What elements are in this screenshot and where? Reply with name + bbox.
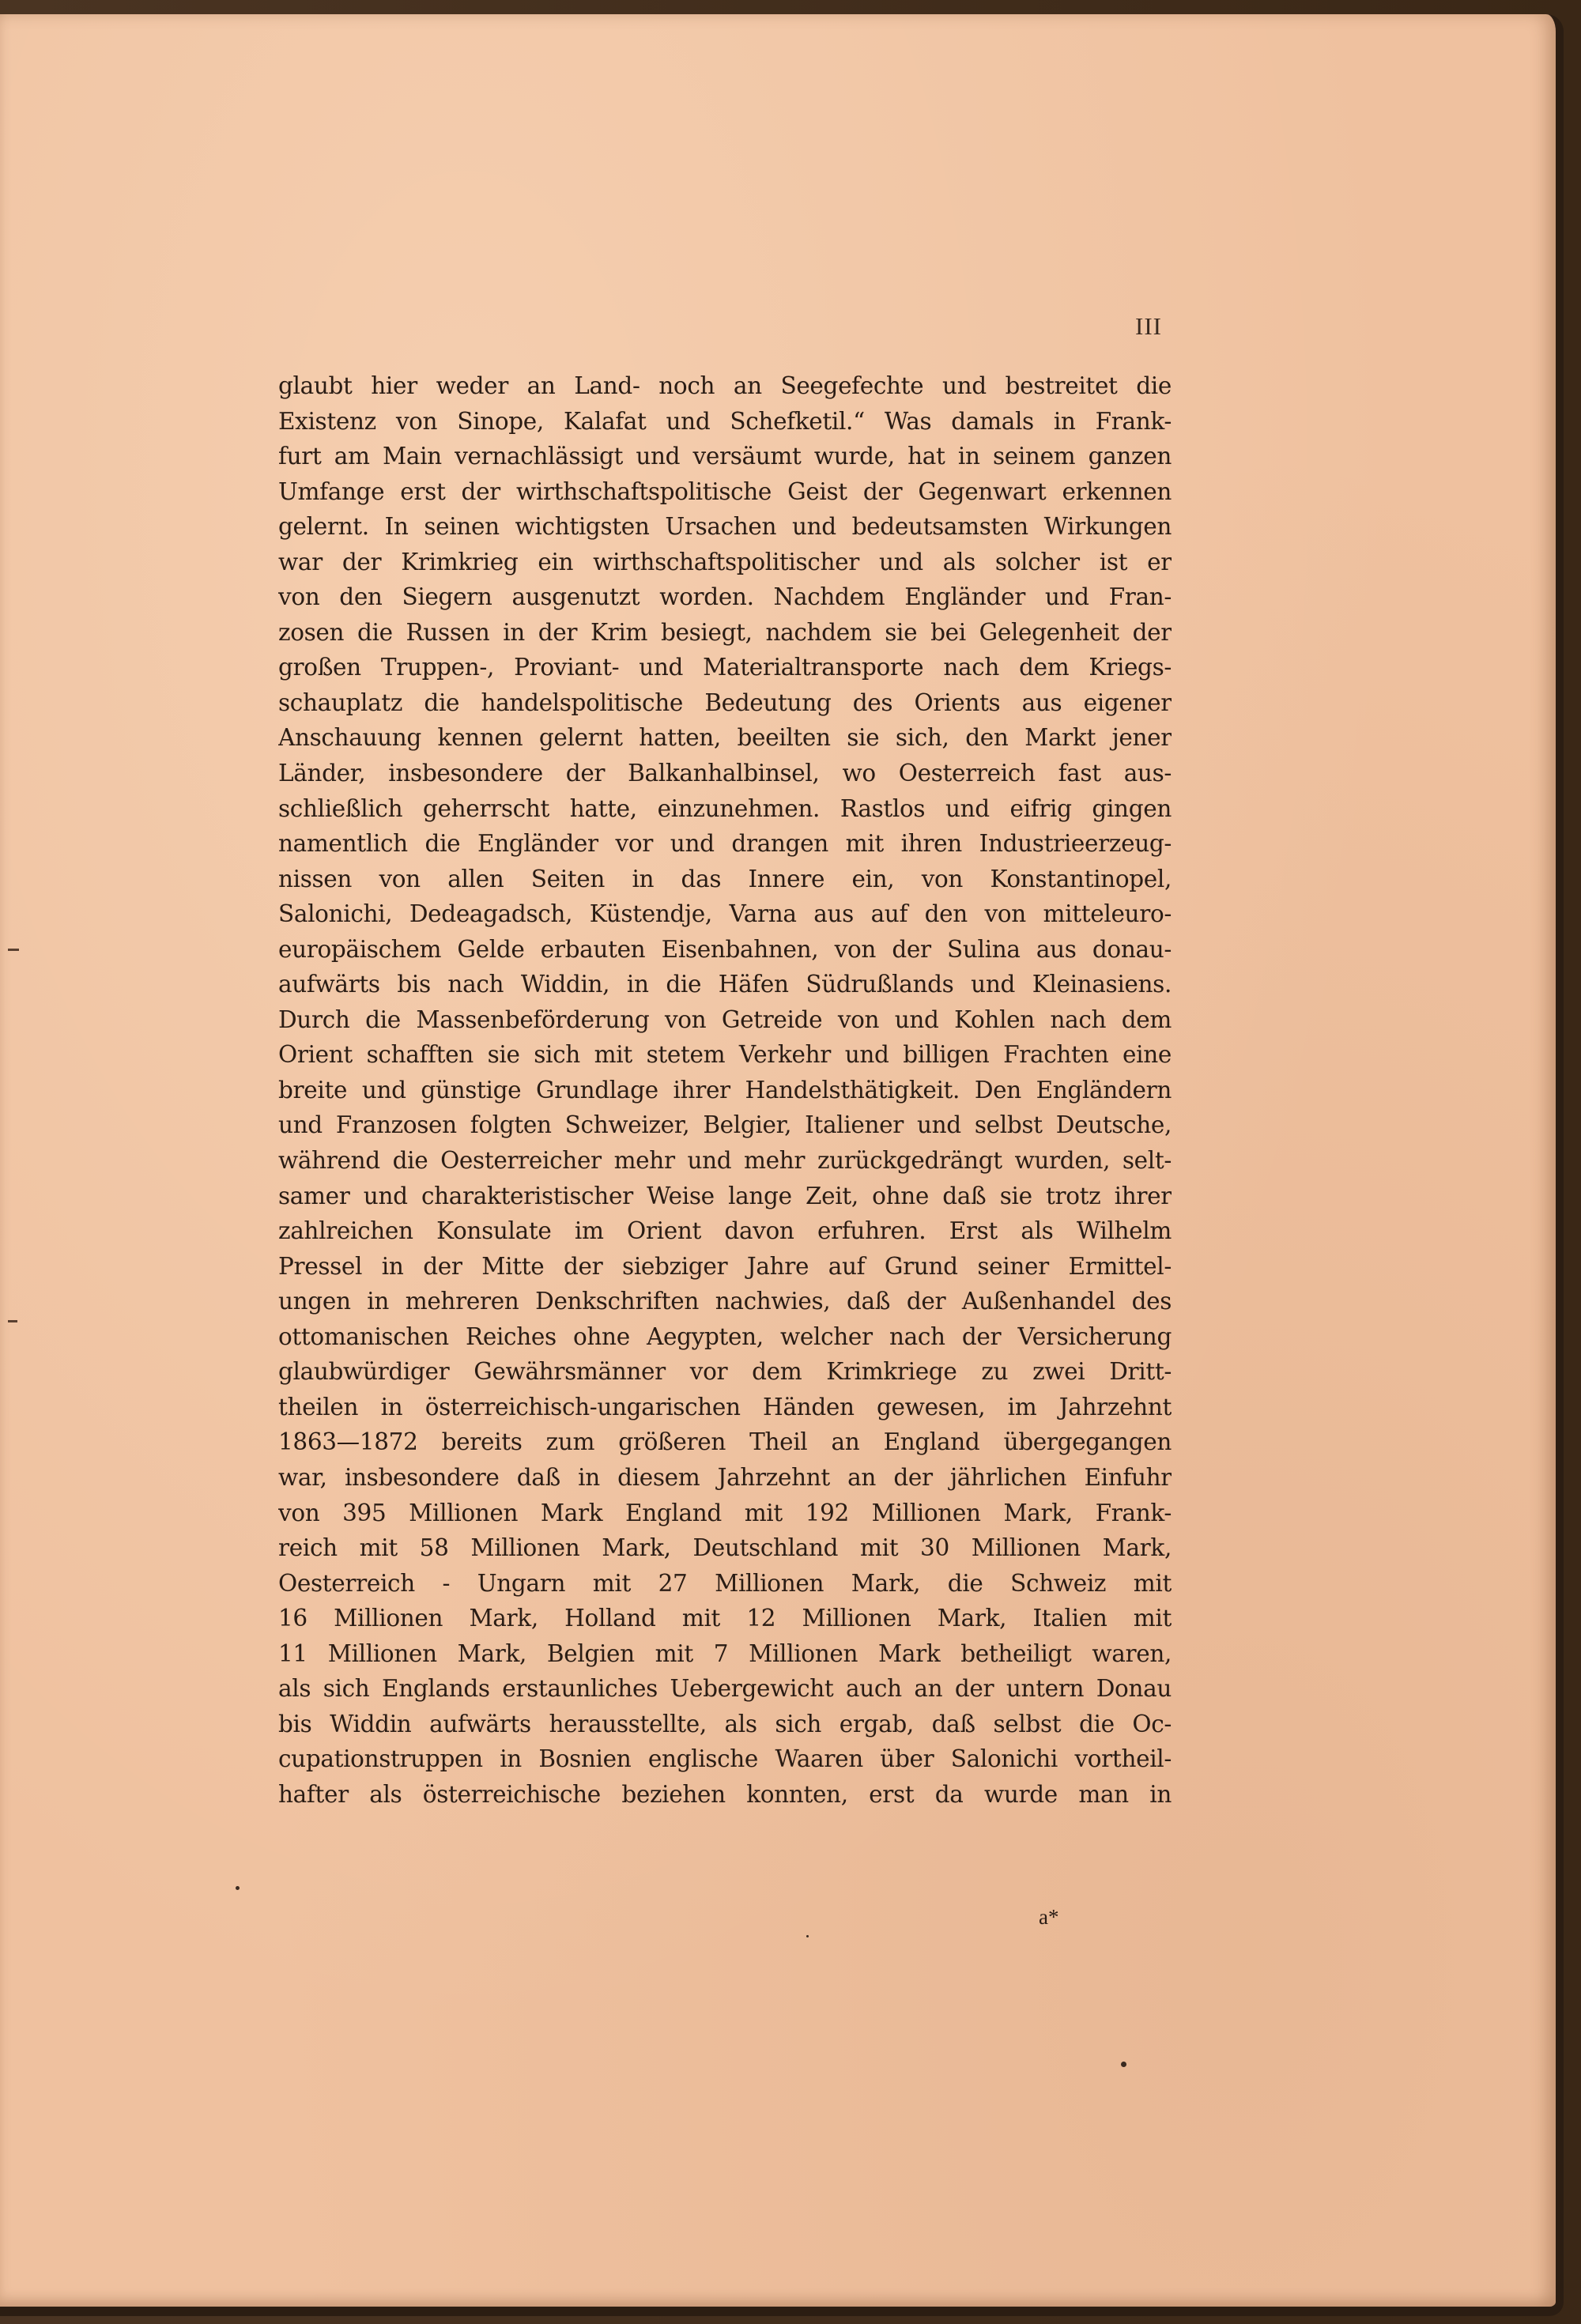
signature-mark: a* xyxy=(1039,1905,1059,1929)
text-line: reich mit 58 Millionen Mark, Deutschland mit 30 Millionen Mark, xyxy=(278,1534,1172,1562)
body-text xyxy=(278,368,1172,1812)
text-line: Salonichi, Dedeagadsch, Küstendje, Varna aus auf den von mitteleuro- xyxy=(278,900,1172,928)
paper-speck xyxy=(1121,2062,1126,2067)
text-line: während die Oesterreicher mehr und mehr zurückgedrängt wurden, selt- xyxy=(278,1147,1172,1175)
text-line: bis Widdin aufwärts herausstellte, als sich ergab, daß selbst die Oc- xyxy=(278,1710,1172,1737)
text-line: aufwärts bis nach Widdin, in die Häfen Südrußlands und Kleinasiens. xyxy=(278,971,1172,998)
page-number: III xyxy=(1135,312,1162,340)
text-line: breite und günstige Grundlage ihrer Handelsthätigkeit. Den Engländern xyxy=(278,1076,1172,1104)
text-line: gelernt. In seinen wichtigsten Ursachen und bedeutsamsten Wirkungen xyxy=(278,513,1172,541)
text-line: 16 Millionen Mark, Holland mit 12 Millionen Mark, Italien mit xyxy=(278,1605,1172,1632)
text-line: ottomanischen Reiches ohne Aegypten, welcher nach der Versicherung xyxy=(278,1322,1172,1350)
text-line: 11 Millionen Mark, Belgien mit 7 Millionen Mark betheiligt waren, xyxy=(278,1639,1172,1667)
text-line: von den Siegern ausgenutzt worden. Nachdem Engländer und Fran- xyxy=(278,583,1172,611)
text-line: theilen in österreichisch-ungarischen Händen gewesen, im Jahrzehnt xyxy=(278,1393,1172,1420)
text-line: glaubt hier weder an Land- noch an Seegefechte und bestreitet die xyxy=(278,372,1172,399)
text-line: Länder, insbesondere der Balkanhalbinsel, wo Oesterreich fast aus- xyxy=(278,760,1172,787)
margin-mark xyxy=(8,949,19,951)
text-line: war, insbesondere daß in diesem Jahrzehnt an der jährlichen Einfuhr xyxy=(278,1463,1172,1491)
text-line: zosen die Russen in der Krim besiegt, nachdem sie bei Gelegenheit der xyxy=(278,618,1172,646)
text-line: schauplatz die handelspolitische Bedeutung des Orients aus eigener xyxy=(278,689,1172,716)
margin-mark xyxy=(8,1320,17,1322)
text-line: hafter als österreichische beziehen konnten, erst da wurde man in xyxy=(278,1780,1172,1808)
text-line: ungen in mehreren Denkschriften nachwies, daß der Außenhandel des xyxy=(278,1288,1172,1315)
text-line: furt am Main vernachlässigt und versäumt wurde, hat in seinem ganzen xyxy=(278,443,1172,470)
text-line: namentlich die Engländer vor und drangen mit ihren Industrieerzeug- xyxy=(278,830,1172,858)
text-line: von 395 Millionen Mark England mit 192 Millionen Mark, Frank- xyxy=(278,1499,1172,1526)
text-line: Orient schafften sie sich mit stetem Verkehr und billigen Frachten eine xyxy=(278,1041,1172,1069)
text-line: nissen von allen Seiten in das Innere ein, von Konstantinopel, xyxy=(278,865,1172,892)
text-line: und Franzosen folgten Schweizer, Belgier, Italiener und selbst Deutsche, xyxy=(278,1111,1172,1139)
text-line: war der Krimkrieg ein wirthschaftspolitischer und als solcher ist er xyxy=(278,548,1172,575)
paper-speck xyxy=(806,1935,809,1937)
text-line: Umfange erst der wirthschaftspolitische Geist der Gegenwart erkennen xyxy=(278,477,1172,505)
text-line: Pressel in der Mitte der siebziger Jahre auf Grund seiner Ermittel- xyxy=(278,1252,1172,1280)
text-line: schließlich geherrscht hatte, einzunehmen. Rastlos und eifrig gingen xyxy=(278,794,1172,822)
text-line: samer und charakteristischer Weise lange Zeit, ohne daß sie trotz ihrer xyxy=(278,1182,1172,1209)
text-line: cupationstruppen in Bosnien englische Waaren über Salonichi vortheil- xyxy=(278,1745,1172,1773)
paper-speck xyxy=(236,1886,240,1890)
text-line: als sich Englands erstaunliches Uebergewicht auch an der untern Donau xyxy=(278,1675,1172,1703)
text-line: Durch die Massenbeförderung von Getreide von und Kohlen nach dem xyxy=(278,1005,1172,1033)
book-page xyxy=(0,14,1564,2316)
text-line: glaubwürdiger Gewährsmänner vor dem Krimkriege zu zwei Dritt- xyxy=(278,1358,1172,1386)
text-line: Oesterreich - Ungarn mit 27 Millionen Mark, die Schweiz mit xyxy=(278,1569,1172,1597)
text-line: zahlreichen Konsulate im Orient davon erfuhren. Erst als Wilhelm xyxy=(278,1217,1172,1245)
text-line: europäischem Gelde erbauten Eisenbahnen, von der Sulina aus donau- xyxy=(278,935,1172,963)
text-line: Anschauung kennen gelernt hatten, beeilten sie sich, den Markt jener xyxy=(278,724,1172,752)
text-line: großen Truppen-, Proviant- und Materialtransporte nach dem Kriegs- xyxy=(278,654,1172,681)
text-line: Existenz von Sinope, Kalafat und Schefketil.“ Was damals in Frank- xyxy=(278,407,1172,435)
text-line: 1863—1872 bereits zum größeren Theil an England übergegangen xyxy=(278,1428,1172,1456)
